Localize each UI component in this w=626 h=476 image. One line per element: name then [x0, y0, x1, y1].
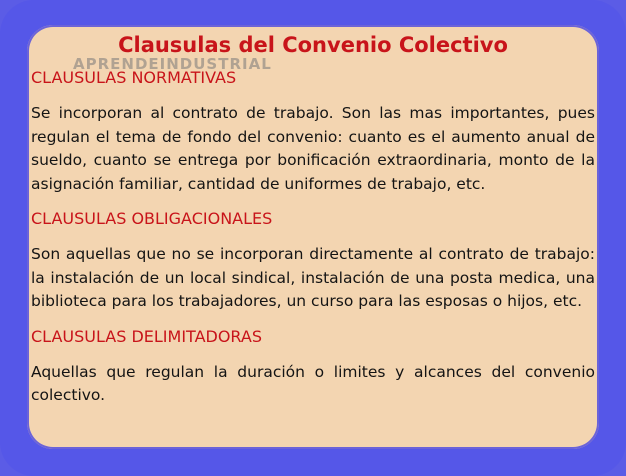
section-heading-normativas: CLAUSULAS NORMATIVAS — [31, 68, 237, 87]
slide-title: Clausulas del Convenio Colectivo — [118, 33, 508, 57]
section-text-obligacionales: Son aquellas que no se incorporan directamente al contrato de trabajo: la instalación de un local sindical, instalación de una posta medica, una biblioteca para los trabajadores, un curso para las esposas o hijos, etc. — [31, 245, 595, 310]
slide-content — [31, 67, 595, 408]
watermark-logo: APRENDEINDUSTRIAL — [73, 55, 272, 73]
section-text-delimitadoras: Aquellas que regulan la duración o limites y alcances del convenio colectivo. — [31, 362, 595, 404]
section-heading-obligacionales: CLAUSULAS OBLIGACIONALES — [31, 209, 273, 228]
section-heading-delimitadoras: CLAUSULAS DELIMITADORAS — [31, 326, 262, 346]
slide-card — [27, 25, 599, 449]
section-text-normativas: Se incorporan al contrato de trabajo. Son las mas importantes, pues regulan el tema de fondo del convenio: cuanto es el aumento anual de sueldo, cuanto se entrega por bonificación extraordinaria, monto de la asignación familiar, cantidad de uniformes de trabajo, etc. — [31, 104, 595, 193]
